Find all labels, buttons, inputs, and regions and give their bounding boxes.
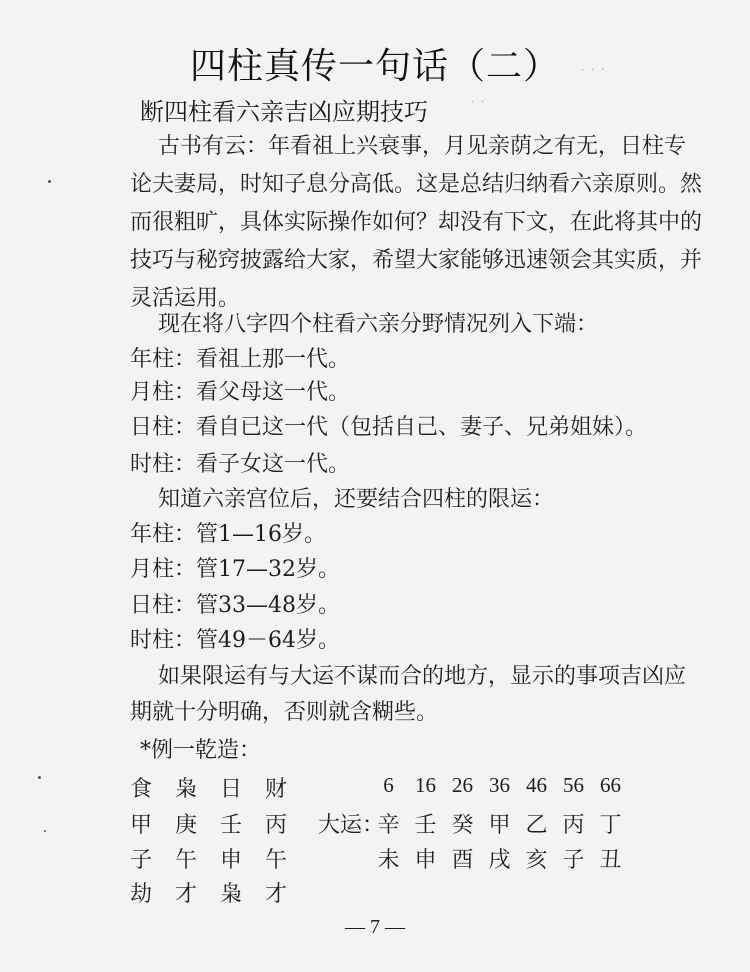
bleed-through-mark: · · · [579,59,606,80]
dayun-branch: 亥 [525,848,548,873]
intro-line: 古书有云：年看祖上兴衰事，月见亲荫之有无，日柱专 [158,134,687,159]
scan-speck [44,830,46,832]
dayun-stem: 乙 [525,813,548,838]
dayun-stem: 壬 [414,813,437,838]
intro-line: 论夫妻局，时知子息分高低。这是总结归纳看六亲原则。然 [130,172,703,197]
stem-cell: 丙 [265,813,288,838]
dayun-age: 26 [452,773,473,797]
dayun-label: 大运： [318,813,385,838]
dayun-stem: 癸 [451,813,474,838]
shishen-cell: 枭 [220,882,243,907]
pillar-age-line: 年柱：管1—16岁。 [130,522,326,547]
stems-row [130,808,310,839]
dayun-age: 56 [563,773,584,797]
section-subtitle: 断四柱看六亲吉凶应期技巧 [140,98,428,126]
stem-cell: 庚 [175,813,198,838]
stem-cell: 甲 [130,813,153,838]
example-label: *例一乾造： [140,738,262,763]
shishen-bottom-row [130,877,310,908]
dayun-branch: 酉 [451,848,474,873]
pillar-relative-line: 年柱：看祖上那一代。 [130,347,351,372]
intro-line: 灵活运用。 [130,286,241,311]
pillar-age-line: 时柱：管49－64岁。 [130,628,340,653]
shishen-cell: 劫 [130,882,153,907]
shishen-cell: 才 [175,882,198,907]
shishen-top-row [130,772,310,803]
dayun-age: 16 [415,773,436,797]
paragraph: 如果限运有与大运不谋而合的地方，显示的事项吉凶应 [158,664,687,689]
pillar-relative-line: 时柱：看子女这一代。 [130,452,351,477]
pillar-age-line: 月柱：管17—32岁。 [130,557,340,582]
bleed-through-mark: · · [469,91,486,112]
dayun-branch: 戌 [488,848,511,873]
paragraph: 期就十分明确，否则就含糊些。 [130,700,439,725]
dayun-branches-row [370,843,629,874]
paragraph: 知道六亲宫位后，还要结合四柱的限运： [158,487,555,512]
shishen-cell: 枭 [175,777,198,802]
dayun-stems-row [370,808,629,839]
dayun-age: 6 [383,773,394,797]
page-number: — 7 — [345,916,405,938]
dayun-stem: 丙 [562,813,585,838]
intro-line: 技巧与秘窍披露给大家，希望大家能够迅速领会其实质，并 [130,248,703,273]
branch-cell: 午 [265,848,288,873]
paragraph: 现在将八字四个柱看六亲分野情况列入下端： [158,312,599,337]
dayun-stem: 甲 [488,813,511,838]
scan-speck [38,776,41,779]
stem-cell: 壬 [220,813,243,838]
dayun-age: 46 [526,773,547,797]
dayun-age: 36 [489,773,510,797]
dayun-branch: 申 [414,848,437,873]
scan-speck [48,180,51,183]
dayun-branch: 子 [562,848,585,873]
dayun-branch: 未 [377,848,400,873]
branch-cell: 午 [175,848,198,873]
shishen-cell: 食 [130,777,153,802]
pillar-age-line: 日柱：管33—48岁。 [130,593,340,618]
dayun-ages-row [370,773,629,798]
shishen-cell: 日 [220,777,243,802]
shishen-cell: 才 [265,882,288,907]
branch-cell: 申 [220,848,243,873]
pillar-relative-line: 月柱：看父母这一代。 [130,380,351,405]
dayun-stem: 丁 [599,813,622,838]
pillar-relative-line: 日柱：看自已这一代（包括自己、妻子、兄弟姐妹）。 [130,415,648,440]
dayun-branch: 丑 [599,848,622,873]
branches-row [130,843,310,874]
intro-line: 而很粗旷，具体实际操作如何？却没有下文，在此将其中的 [130,210,703,235]
dayun-age: 66 [600,773,621,797]
dayun-stem: 辛 [377,813,400,838]
shishen-cell: 财 [265,777,288,802]
page-title: 四柱真传一句话（二） [189,46,560,87]
branch-cell: 子 [130,848,153,873]
